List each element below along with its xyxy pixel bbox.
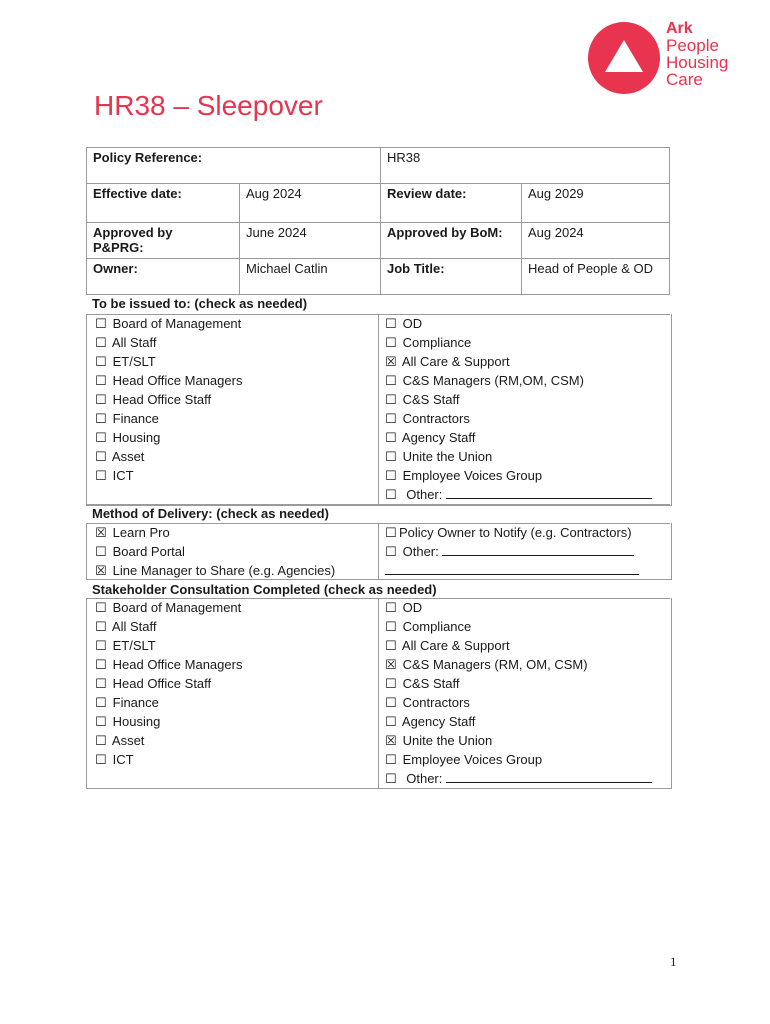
- consultation-left-column: [95, 598, 242, 769]
- checkbox-item[interactable]: ☒ Learn Pro: [95, 525, 170, 541]
- other-field[interactable]: ☐ Other:: [385, 542, 639, 561]
- consultation-section: [86, 598, 672, 789]
- checkbox-item[interactable]: ☐ Agency Staff: [385, 714, 476, 730]
- consultation-heading: Stakeholder Consultation Completed (check as needed): [92, 582, 437, 597]
- checkbox-item[interactable]: ☐ Head Office Managers: [95, 657, 243, 673]
- issued-right-column: [385, 314, 652, 504]
- issued-left-column: [95, 314, 242, 485]
- page-title: HR38 – Sleepover: [94, 90, 323, 121]
- checkbox-item[interactable]: ☐ Finance: [95, 411, 159, 427]
- delivery-section: [86, 523, 672, 580]
- column-divider: [378, 314, 379, 505]
- logo-line-2: Housing: [666, 53, 729, 72]
- checkbox-item[interactable]: ☐ Unite the Union: [385, 449, 493, 465]
- checkbox-item[interactable]: ☐ Board of Management: [95, 316, 242, 332]
- logo-brand: Ark: [666, 20, 693, 37]
- checkbox-item[interactable]: ☐ ICT: [95, 752, 134, 768]
- other-input-line[interactable]: [442, 543, 634, 556]
- logo-line-1: People: [666, 36, 719, 55]
- checkbox-item[interactable]: ☐ Compliance: [385, 619, 472, 635]
- checkbox-item[interactable]: ☐ Housing: [95, 430, 161, 446]
- checkbox-item[interactable]: ☐ ICT: [95, 468, 134, 484]
- checkbox-item[interactable]: ☐ Contractors: [385, 695, 470, 711]
- approved-pprg-value: June 2024: [240, 223, 381, 259]
- checkbox-item[interactable]: ☐ Employee Voices Group: [385, 752, 543, 768]
- checkbox-item[interactable]: ☐ Board Portal: [95, 544, 185, 560]
- delivery-heading: Method of Delivery: (check as needed): [92, 506, 329, 521]
- issued-section: [86, 314, 672, 506]
- other-field[interactable]: ☐ Other:: [385, 769, 652, 788]
- approved-pprg-label-line2: P&PRG:: [93, 240, 144, 255]
- policy-meta-table: [86, 147, 670, 295]
- delivery-left-column: [95, 523, 335, 580]
- checkbox-item[interactable]: ☐ All Staff: [95, 335, 157, 351]
- approved-pprg-label: [87, 223, 240, 259]
- checkbox-item[interactable]: ☐ Finance: [95, 695, 159, 711]
- checkbox-item[interactable]: ☐ OD: [385, 600, 423, 616]
- checkbox-item[interactable]: ☐ Head Office Staff: [95, 676, 212, 692]
- approved-bom-label: Approved by BoM:: [381, 223, 522, 259]
- job-title-label: Job Title:: [381, 259, 522, 295]
- checkbox-item[interactable]: ☐ C&S Staff: [385, 392, 460, 408]
- approved-bom-value: Aug 2024: [522, 223, 670, 259]
- column-divider: [378, 598, 379, 788]
- other-input-line[interactable]: [446, 486, 652, 499]
- checkbox-item[interactable]: ☐ Asset: [95, 449, 145, 465]
- checkbox-item[interactable]: ☐ ET/SLT: [95, 638, 156, 654]
- checkbox-item[interactable]: ☐ OD: [385, 316, 423, 332]
- checkbox-item[interactable]: ☐ Housing: [95, 714, 161, 730]
- checkbox-item[interactable]: ☐ All Care & Support: [385, 638, 510, 654]
- issued-heading: To be issued to: (check as needed): [92, 296, 308, 311]
- checkbox-item[interactable]: ☐ Head Office Staff: [95, 392, 212, 408]
- policy-ref-label: Policy Reference:: [87, 148, 381, 184]
- page-number: 1: [670, 954, 677, 969]
- owner-value: Michael Catlin: [240, 259, 381, 295]
- checkbox-item[interactable]: ☐ ET/SLT: [95, 354, 156, 370]
- checkbox-item[interactable]: ☒ Line Manager to Share (e.g. Agencies): [95, 563, 336, 579]
- checkbox-item[interactable]: ☐ Employee Voices Group: [385, 468, 543, 484]
- checkbox-item[interactable]: ☒ Unite the Union: [385, 733, 493, 749]
- checkbox-item[interactable]: ☒ C&S Managers (RM, OM, CSM): [385, 657, 588, 673]
- effective-date-label: Effective date:: [87, 184, 240, 223]
- checkbox-item[interactable]: ☒ All Care & Support: [385, 354, 510, 370]
- consultation-right-column: [385, 598, 652, 788]
- checkbox-item[interactable]: ☐ Compliance: [385, 335, 472, 351]
- checkbox-item[interactable]: ☐ Policy Owner to Notify (e.g. Contractors): [385, 525, 632, 541]
- checkbox-item[interactable]: ☐ Agency Staff: [385, 430, 476, 446]
- checkbox-item[interactable]: ☐ Head Office Managers: [95, 373, 243, 389]
- checkbox-item[interactable]: ☐ Contractors: [385, 411, 470, 427]
- logo-text: [666, 20, 728, 88]
- policy-ref-value: HR38: [381, 148, 670, 184]
- checkbox-item[interactable]: ☐ C&S Staff: [385, 676, 460, 692]
- delivery-right-column: [385, 523, 639, 580]
- checkbox-item[interactable]: ☐ C&S Managers (RM,OM, CSM): [385, 373, 584, 389]
- job-title-value: Head of People & OD: [522, 259, 670, 295]
- approved-pprg-label-line1: Approved by: [93, 225, 173, 240]
- divider: [86, 579, 670, 580]
- checkbox-item[interactable]: ☐ Asset: [95, 733, 145, 749]
- effective-date-value: Aug 2024: [240, 184, 381, 223]
- other-input-line[interactable]: [446, 770, 652, 783]
- checkbox-item[interactable]: ☐ Board of Management: [95, 600, 242, 616]
- other-field-continuation[interactable]: [385, 561, 639, 580]
- logo-line-3: Care: [666, 70, 703, 89]
- logo-circle-icon: [588, 22, 660, 94]
- other-input-line[interactable]: [385, 562, 639, 575]
- column-divider: [378, 523, 379, 579]
- owner-label: Owner:: [87, 259, 240, 295]
- divider: [86, 504, 670, 505]
- ark-logo: [588, 20, 748, 92]
- other-field[interactable]: ☐ Other:: [385, 485, 652, 504]
- review-date-value: Aug 2029: [522, 184, 670, 223]
- review-date-label: Review date:: [381, 184, 522, 223]
- checkbox-item[interactable]: ☐ All Staff: [95, 619, 157, 635]
